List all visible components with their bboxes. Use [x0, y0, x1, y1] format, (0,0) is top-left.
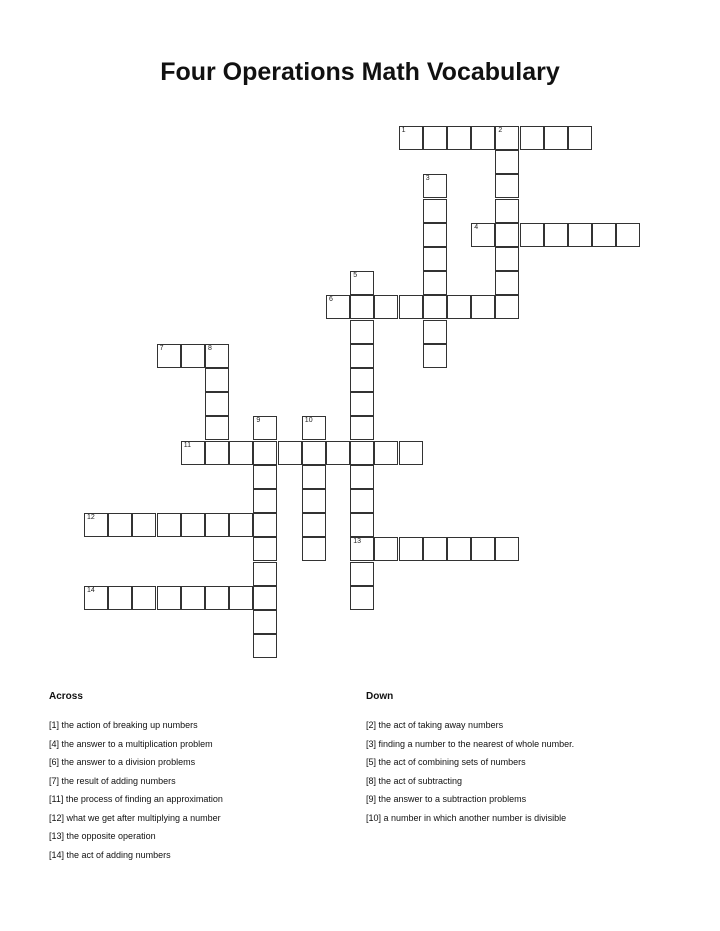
across-clue: [6] the answer to a division problems [49, 757, 196, 767]
clue-number: 11 [183, 441, 192, 449]
clue-number: 12 [87, 514, 95, 522]
crossword-cell[interactable] [495, 271, 519, 295]
crossword-cell[interactable] [157, 344, 181, 368]
crossword-cell[interactable] [350, 586, 374, 610]
crossword-cell[interactable] [423, 247, 447, 271]
crossword-cell[interactable] [616, 223, 640, 247]
crossword-cell[interactable] [205, 441, 229, 465]
crossword-cell[interactable] [423, 126, 447, 150]
crossword-cell[interactable] [350, 562, 374, 586]
crossword-cell[interactable] [423, 271, 447, 295]
crossword-cell[interactable] [253, 441, 277, 465]
crossword-cell[interactable] [229, 513, 253, 537]
crossword-cell[interactable] [423, 295, 447, 319]
crossword-cell[interactable] [447, 126, 471, 150]
crossword-cell[interactable] [495, 295, 519, 319]
crossword-cell[interactable] [84, 513, 108, 537]
crossword-cell[interactable] [399, 441, 423, 465]
crossword-cell[interactable] [495, 247, 519, 271]
crossword-cell[interactable] [302, 441, 326, 465]
clue-number: 10 [304, 417, 313, 425]
clue-number: 2 [498, 127, 503, 134]
across-clue: [14] the act of adding numbers [49, 849, 171, 860]
crossword-cell[interactable] [205, 513, 229, 537]
clue-number: 9 [256, 417, 261, 425]
across-clue-list [49, 716, 223, 864]
crossword-cell[interactable] [108, 586, 132, 610]
crossword-cell[interactable] [253, 586, 277, 610]
crossword-cell[interactable] [350, 295, 374, 319]
crossword-cell[interactable] [253, 416, 277, 440]
crossword-cell[interactable] [350, 392, 374, 416]
crossword-cell[interactable] [495, 199, 519, 223]
across-clue: [12] what we get after multiplying a number [49, 812, 221, 823]
crossword-cell[interactable] [350, 537, 374, 561]
across-heading: Across [49, 691, 83, 702]
crossword-cell[interactable] [302, 513, 326, 537]
across-clue: [13] the opposite operation [49, 831, 156, 841]
crossword-cell[interactable] [374, 295, 398, 319]
crossword-cell[interactable] [350, 320, 374, 344]
crossword-cell[interactable] [399, 126, 423, 150]
across-clue: [7] the result of adding numbers [49, 775, 176, 786]
crossword-cell[interactable] [399, 537, 423, 561]
crossword-cell[interactable] [181, 344, 205, 368]
crossword-cell[interactable] [253, 634, 277, 658]
across-clue: [4] the answer to a multiplication problem [49, 738, 213, 749]
crossword-cell[interactable] [495, 537, 519, 561]
crossword-cell[interactable] [592, 223, 616, 247]
crossword-cell[interactable] [423, 174, 447, 198]
crossword-cell[interactable] [568, 126, 592, 150]
crossword-cell[interactable] [544, 126, 568, 150]
crossword-cell[interactable] [229, 441, 253, 465]
down-clue: [5] the act of combining sets of numbers [366, 757, 526, 767]
crossword-cell[interactable] [423, 199, 447, 223]
crossword-cell[interactable] [374, 441, 398, 465]
across-clue: [1] the action of breaking up numbers [49, 720, 198, 730]
crossword-cell[interactable] [253, 465, 277, 489]
crossword-cell[interactable] [132, 513, 156, 537]
crossword-cell[interactable] [399, 295, 423, 319]
crossword-cell[interactable] [253, 610, 277, 634]
crossword-cell[interactable] [205, 586, 229, 610]
crossword-cell[interactable] [84, 586, 108, 610]
crossword-cell[interactable] [350, 344, 374, 368]
clue-number: 1 [401, 127, 406, 134]
crossword-cell[interactable] [447, 537, 471, 561]
crossword-cell[interactable] [181, 586, 205, 610]
crossword-cell[interactable] [544, 223, 568, 247]
crossword-cell[interactable] [302, 537, 326, 561]
clue-number: 13 [353, 538, 361, 546]
crossword-cell[interactable] [253, 513, 277, 537]
crossword-cell[interactable] [302, 416, 326, 440]
crossword-cell[interactable] [423, 223, 447, 247]
crossword-cell[interactable] [205, 344, 229, 368]
crossword-cell[interactable] [447, 295, 471, 319]
crossword-cell[interactable] [520, 126, 544, 150]
crossword-cell[interactable] [326, 295, 350, 319]
crossword-cell[interactable] [495, 174, 519, 198]
crossword-cell[interactable] [253, 537, 277, 561]
clue-number: 6 [329, 296, 333, 304]
crossword-cell[interactable] [302, 489, 326, 513]
down-heading: Down [366, 691, 394, 702]
crossword-cell[interactable] [471, 295, 495, 319]
crossword-cell[interactable] [253, 562, 277, 586]
crossword-cell[interactable] [423, 537, 447, 561]
crossword-cell[interactable] [471, 126, 495, 150]
crossword-cell[interactable] [374, 537, 398, 561]
crossword-cell[interactable] [495, 126, 519, 150]
clue-number: 3 [425, 175, 430, 183]
crossword-cell[interactable] [350, 465, 374, 489]
down-clue: [8] the act of subtracting [366, 775, 463, 786]
crossword-cell[interactable] [350, 489, 374, 513]
crossword-cell[interactable] [253, 489, 277, 513]
crossword-cell[interactable] [568, 223, 592, 247]
crossword-cell[interactable] [350, 271, 374, 295]
clue-number: 5 [353, 272, 358, 280]
crossword-cell[interactable] [132, 586, 156, 610]
crossword-cell[interactable] [229, 586, 253, 610]
crossword-cell[interactable] [495, 150, 519, 174]
down-clue: [3] finding a number to the nearest of whole number. [366, 738, 575, 749]
clue-number: 7 [159, 344, 164, 352]
crossword-cell[interactable] [278, 441, 302, 465]
crossword-cell[interactable] [205, 416, 229, 440]
down-clue: [9] the answer to a subtraction problems [366, 794, 527, 804]
crossword-cell[interactable] [157, 513, 181, 537]
crossword-cell[interactable] [181, 513, 205, 537]
clue-number: 14 [87, 586, 95, 594]
across-clue: [11] the process of finding an approximation [49, 794, 223, 804]
down-clue-list [366, 716, 574, 827]
down-clue: [10] a number in which another number is divisible [366, 812, 567, 823]
crossword-cell[interactable] [157, 586, 181, 610]
crossword-cell[interactable] [471, 223, 495, 247]
clue-number: 4 [474, 223, 479, 231]
crossword-cell[interactable] [350, 368, 374, 392]
puzzle-title: Four Operations Math Vocabulary [160, 58, 560, 86]
crossword-cell[interactable] [423, 344, 447, 368]
crossword-cell[interactable] [326, 441, 350, 465]
crossword-cell[interactable] [495, 223, 519, 247]
crossword-cell[interactable] [350, 441, 374, 465]
crossword-cell[interactable] [205, 368, 229, 392]
crossword-cell[interactable] [302, 465, 326, 489]
crossword-cell[interactable] [181, 441, 205, 465]
crossword-cell[interactable] [520, 223, 544, 247]
crossword-cell[interactable] [471, 537, 495, 561]
crossword-cell[interactable] [205, 392, 229, 416]
crossword-cell[interactable] [108, 513, 132, 537]
crossword-cell[interactable] [350, 416, 374, 440]
crossword-cell[interactable] [350, 513, 374, 537]
crossword-cell[interactable] [423, 320, 447, 344]
clue-number: 8 [208, 344, 212, 352]
down-clue: [2] the act of taking away numbers [366, 720, 504, 730]
